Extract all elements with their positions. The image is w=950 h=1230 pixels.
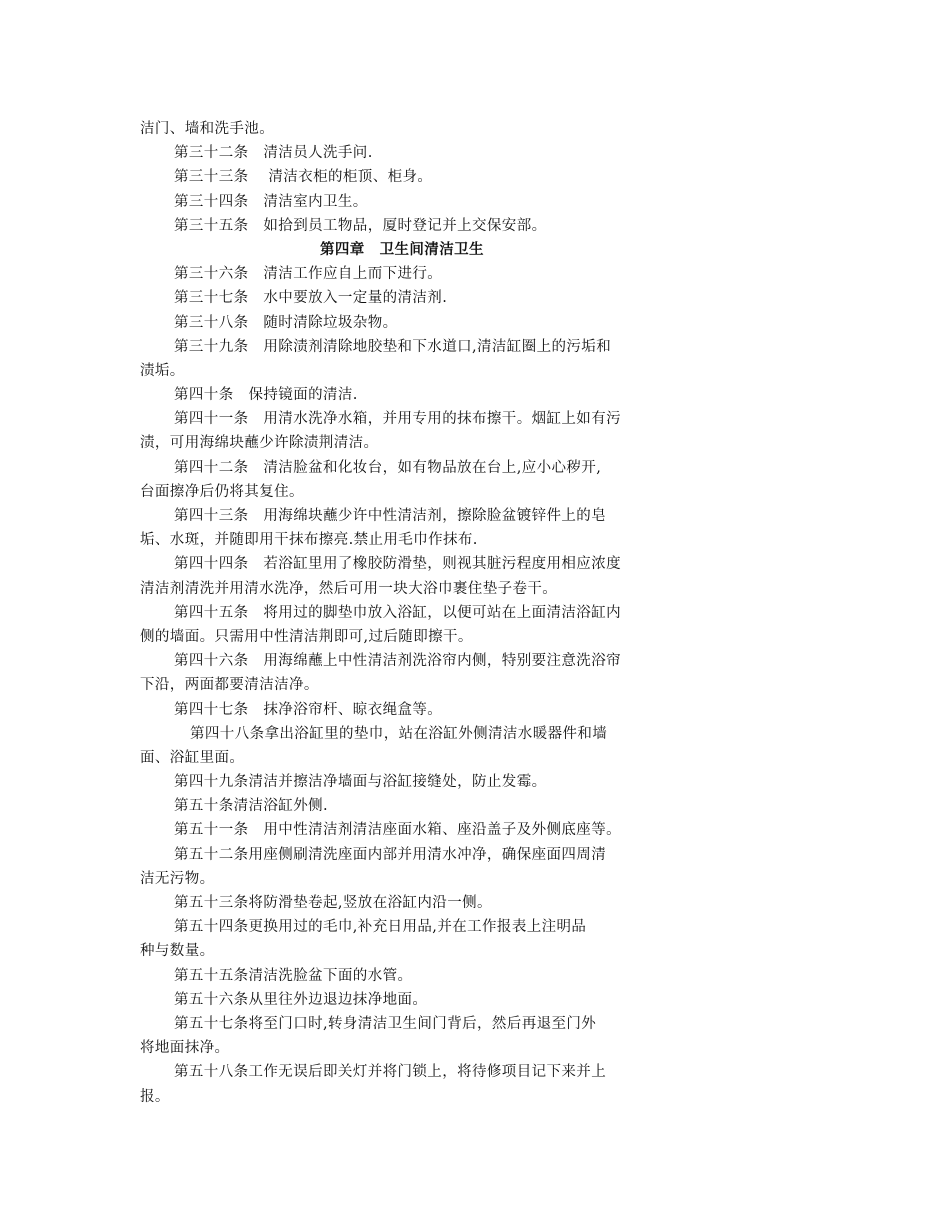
article-line: 第四十二条 清洁脸盆和化妆台，如有物品放在台上,应小心秽开, xyxy=(174,459,602,476)
article-line: 第四十一条 用清水洗净水箱，并用专用的抹布擦干。烟缸上如有污 xyxy=(174,411,621,428)
article-line: 第五十五条清洁洗脸盆下面的水管。 xyxy=(174,967,413,984)
document-page xyxy=(140,117,680,1109)
article-line: 第四十五条 将用过的脚垫巾放入浴缸，以便可站在上面清洁浴缸内 xyxy=(174,604,621,621)
continuation-line: 报。 xyxy=(140,1088,170,1105)
article-line: 第三十二条 清洁员人洗手问. xyxy=(174,145,373,162)
continuation-line: 将地面抹净。 xyxy=(140,1040,230,1057)
article-line: 第五十一条 用中性清洁剂清洁座面水箱、座沿盖子及外侧底座等。 xyxy=(174,822,621,839)
article-line: 第四十三条 用海绵块蘸少许中性清洁剂，擦除脸盆镀锌件上的皂 xyxy=(174,508,607,524)
continuation-line: 下沿，两面都要清洁洁净。 xyxy=(140,677,319,694)
article-line: 第五十二条用座侧刷清洗座面内部并用清水冲净，确保座面四周清 xyxy=(174,846,607,863)
article-line: 第四十七条 抹净浴帘杆、晾衣绳盒等。 xyxy=(174,701,443,718)
continuation-line: 渍垢。 xyxy=(140,362,185,379)
article-line: 第三十九条 用除渍剂清除地胶垫和下水道口,清洁缸圈上的污垢和 xyxy=(174,338,612,355)
article-line: 第三十四条 清洁室内卫生。 xyxy=(174,193,368,210)
article-line: 第五十八条工作无误后即关灯并将门锁上，将待修项目记下来并上 xyxy=(174,1064,607,1081)
continuation-line: 面、浴缸里面。 xyxy=(140,749,245,766)
article-line: 第五十七条将至门口时,转身清洁卫生间门背后，然后再退至门外 xyxy=(174,1015,597,1032)
article-line: 第四十九条清洁并擦洁净墙面与浴缸接缝处，防止发霉。 xyxy=(174,774,547,791)
continuation-line: 渍，可用海绵块蘸少许除渍荆清洁。 xyxy=(140,435,379,452)
continuation-line: 侧的墙面。只需用中性清洁荆即可,过后随即擦干。 xyxy=(140,628,473,645)
continuation-line: 种与数量。 xyxy=(140,943,215,960)
article-line: 第三十八条 随时清除垃圾杂物。 xyxy=(174,314,398,331)
article-line: 第五十三条将防滑垫卷起,竖放在浴缸内沿一侧。 xyxy=(174,895,492,911)
article-line: 第四十八条拿出浴缸里的垫巾，站在浴缸外侧清洁水暖器件和墙 xyxy=(190,725,608,742)
continuation-line: 洁无污物。 xyxy=(140,870,215,887)
article-line: 第五十条清洁浴缸外侧. xyxy=(174,798,329,815)
article-line: 第三十七条 水中要放入一定量的清洁剂. xyxy=(174,290,448,307)
continuation-line: 垢、水斑，并随即用干抹布擦亮.禁止用毛巾作抹布. xyxy=(140,532,478,549)
continuation-line: 台面擦净后仍将其复住。 xyxy=(140,483,304,500)
article-line: 第三十五条 如拾到员工物品，厦时登记并上交保安部。 xyxy=(174,217,547,234)
article-line: 第三十三条 清洁衣柜的柜顶、柜身。 xyxy=(174,169,433,186)
article-line: 第三十六条 清洁工作应自上而下进行。 xyxy=(174,266,443,283)
article-line: 第五十四条更换用过的毛巾,补充日用品,并在工作报表上注明品 xyxy=(174,919,587,936)
article-line: 第四十六条 用海绵蘸上中性清洁剂洗浴帘内侧，特别要注意洗浴帘 xyxy=(174,653,621,670)
chapter-heading: 第四章 卫生间清洁卫生 xyxy=(320,241,484,258)
continuation-line: 清洁剂清洗并用清水洗净，然后可用一块大浴巾裹住垫子卷干。 xyxy=(140,580,558,597)
article-line: 第五十六条从里往外边退边抹净地面。 xyxy=(174,991,428,1008)
article-line: 第四十四条 若浴缸里用了橡胶防滑垫，则视其脏污程度用相应浓度 xyxy=(174,556,621,573)
article-line: 第四十条 保持镜面的清洁. xyxy=(174,387,358,404)
continuation-line: 洁门、墙和洗手池。 xyxy=(140,121,275,137)
